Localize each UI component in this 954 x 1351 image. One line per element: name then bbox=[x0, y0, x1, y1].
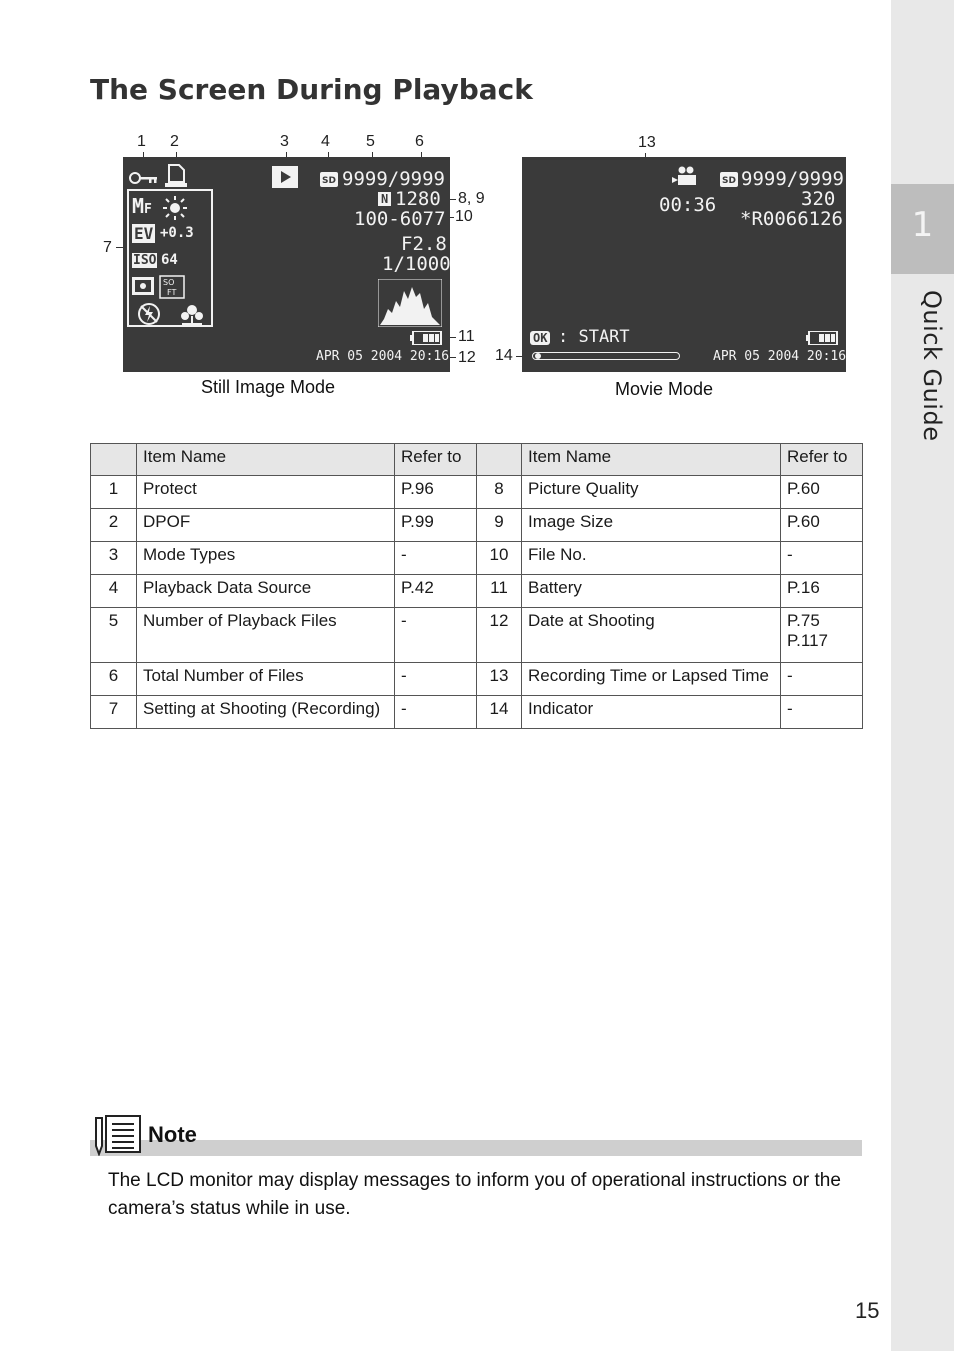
item-name: Mode Types bbox=[137, 542, 395, 575]
callout-12: 12 bbox=[458, 349, 476, 366]
quality-badge: N bbox=[378, 192, 391, 206]
note-text: The LCD monitor may display messages to inform you of operational instructions or the camera’s status while in use. bbox=[108, 1170, 841, 1219]
callout-10: 10 bbox=[455, 208, 473, 225]
refer-to: P.42 bbox=[395, 575, 477, 608]
item-name: Picture Quality bbox=[522, 476, 781, 509]
item-name: Image Size bbox=[522, 509, 781, 542]
callout-7: 7 bbox=[103, 239, 112, 256]
item-number: 11 bbox=[477, 575, 522, 608]
table-row bbox=[91, 542, 863, 575]
table-row bbox=[91, 608, 863, 663]
item-name: Playback Data Source bbox=[137, 575, 395, 608]
table-header: Item Name bbox=[137, 444, 395, 476]
callout-6: 6 bbox=[415, 133, 424, 150]
item-number: 2 bbox=[91, 509, 137, 542]
callout-3: 3 bbox=[280, 133, 289, 150]
item-number: 14 bbox=[477, 696, 522, 729]
note-bar bbox=[90, 1140, 862, 1156]
callout-11: 11 bbox=[458, 328, 475, 345]
table-header bbox=[477, 444, 522, 476]
callout-13: 13 bbox=[638, 134, 656, 151]
movie-lcd-screen bbox=[522, 157, 846, 372]
item-number: 5 bbox=[91, 608, 137, 663]
ev-icon: EV bbox=[134, 224, 154, 243]
recording-time: 00:36 bbox=[659, 194, 717, 216]
table-row bbox=[91, 509, 863, 542]
item-name: Date at Shooting bbox=[522, 608, 781, 663]
image-size: 1280 bbox=[395, 188, 441, 210]
sd-card-icon bbox=[320, 172, 338, 187]
shooting-settings-box bbox=[127, 189, 213, 327]
table-row bbox=[91, 476, 863, 509]
movie-count: 9999/9999 bbox=[741, 168, 844, 190]
svg-text:FT: FT bbox=[167, 288, 177, 297]
start-label: : START bbox=[558, 327, 630, 347]
play-icon bbox=[272, 166, 298, 188]
refer-to: P.60 bbox=[781, 509, 863, 542]
movie-caption: Movie Mode bbox=[615, 379, 714, 399]
still-lcd-screen bbox=[123, 157, 450, 372]
item-number: 4 bbox=[91, 575, 137, 608]
refer-to: - bbox=[781, 542, 863, 575]
refer-to: - bbox=[395, 696, 477, 729]
refer-to: - bbox=[781, 696, 863, 729]
svg-text:SO: SO bbox=[163, 278, 175, 287]
item-name: Setting at Shooting (Recording) bbox=[137, 696, 395, 729]
metering-icon bbox=[132, 277, 154, 295]
callout-8-9: 8, 9 bbox=[458, 190, 485, 207]
callout-14: 14 bbox=[495, 347, 513, 364]
item-number: 10 bbox=[477, 542, 522, 575]
refer-to: - bbox=[395, 542, 477, 575]
refer-to: - bbox=[781, 663, 863, 696]
page-title: The Screen During Playback bbox=[90, 73, 533, 106]
battery-icon bbox=[410, 331, 442, 345]
indicator-position bbox=[535, 353, 541, 359]
callout-5: 5 bbox=[366, 133, 375, 150]
table-header bbox=[91, 444, 137, 476]
movie-file-number: *R0066126 bbox=[740, 208, 843, 230]
still-image-caption: Still Image Mode bbox=[201, 377, 336, 397]
sun-icon bbox=[163, 196, 187, 220]
movie-datetime: APR 05 2004 20:16 bbox=[713, 349, 847, 364]
histogram bbox=[378, 279, 442, 327]
callout-4: 4 bbox=[321, 133, 330, 150]
svg-text:SD: SD bbox=[322, 176, 336, 186]
note-label: Note bbox=[148, 1122, 197, 1147]
item-name: Number of Playback Files bbox=[137, 608, 395, 663]
iso-icon: ISO bbox=[133, 253, 157, 268]
refer-to: P.75 P.117 bbox=[781, 608, 863, 663]
item-number: 1 bbox=[91, 476, 137, 509]
table-row bbox=[91, 575, 863, 608]
callout-1: 1 bbox=[137, 133, 146, 150]
chapter-number: 1 bbox=[911, 205, 934, 245]
table-header: Refer to bbox=[781, 444, 863, 476]
reference-table bbox=[90, 443, 863, 729]
battery-icon bbox=[806, 331, 838, 345]
ok-button-icon: OK bbox=[530, 331, 550, 345]
playback-indicator-bar bbox=[532, 352, 680, 360]
manual-focus-icon: MF bbox=[132, 194, 152, 218]
table-header: Item Name bbox=[522, 444, 781, 476]
item-number: 12 bbox=[477, 608, 522, 663]
refer-to: P.96 bbox=[395, 476, 477, 509]
refer-to: P.16 bbox=[781, 575, 863, 608]
aperture-value: F2.8 bbox=[401, 233, 447, 255]
dpof-icon bbox=[163, 163, 189, 189]
shooting-datetime: APR 05 2004 20:16 bbox=[316, 349, 450, 364]
item-name: Recording Time or Lapsed Time bbox=[522, 663, 781, 696]
table-row bbox=[91, 663, 863, 696]
macro-icon bbox=[179, 302, 205, 326]
ev-value: +0.3 bbox=[160, 225, 194, 241]
refer-to: - bbox=[395, 608, 477, 663]
item-number: 6 bbox=[91, 663, 137, 696]
sharpness-icon bbox=[159, 275, 185, 299]
flash-off-icon bbox=[137, 302, 161, 326]
iso-value: 64 bbox=[161, 252, 178, 268]
refer-to: P.99 bbox=[395, 509, 477, 542]
item-number: 8 bbox=[477, 476, 522, 509]
item-name: Battery bbox=[522, 575, 781, 608]
item-name: Total Number of Files bbox=[137, 663, 395, 696]
callout-2: 2 bbox=[170, 133, 179, 150]
refer-to: P.60 bbox=[781, 476, 863, 509]
item-name: DPOF bbox=[137, 509, 395, 542]
item-name: Indicator bbox=[522, 696, 781, 729]
sd-card-icon bbox=[720, 172, 738, 187]
item-number: 3 bbox=[91, 542, 137, 575]
table-header: Refer to bbox=[395, 444, 477, 476]
refer-to: - bbox=[395, 663, 477, 696]
note-icon bbox=[92, 1112, 144, 1156]
section-label: Quick Guide bbox=[918, 290, 946, 442]
table-header-row bbox=[91, 444, 863, 476]
playback-count: 9999/9999 bbox=[342, 168, 445, 190]
page-number: 15 bbox=[855, 1298, 880, 1323]
key-icon bbox=[129, 171, 159, 185]
item-number: 9 bbox=[477, 509, 522, 542]
item-number: 13 bbox=[477, 663, 522, 696]
item-name: File No. bbox=[522, 542, 781, 575]
file-number: 100-6077 bbox=[354, 208, 446, 230]
svg-text:SD: SD bbox=[722, 176, 736, 186]
item-number: 7 bbox=[91, 696, 137, 729]
table-row bbox=[91, 696, 863, 729]
item-name: Protect bbox=[137, 476, 395, 509]
movie-camera-icon bbox=[670, 165, 698, 187]
movie-size: 320 bbox=[801, 188, 836, 210]
shutter-speed: 1/1000 bbox=[382, 253, 451, 275]
